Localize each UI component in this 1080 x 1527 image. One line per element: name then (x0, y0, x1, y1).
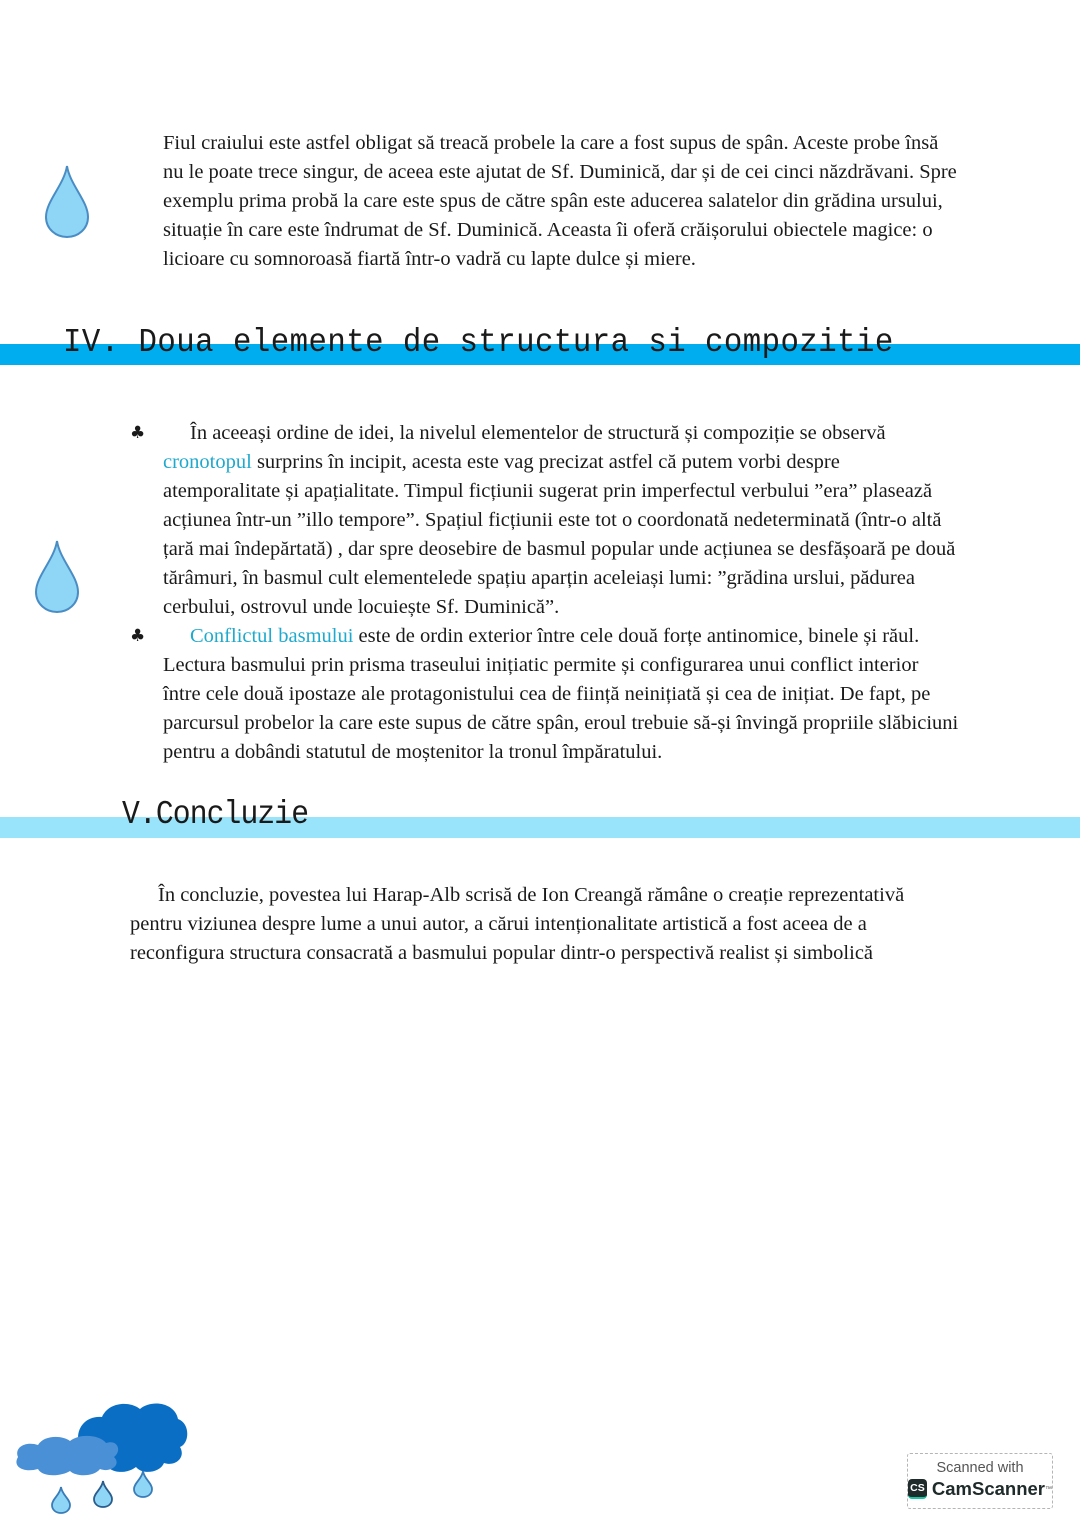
conclusion-paragraph (130, 881, 960, 968)
camscanner-brand: CamScanner (931, 1478, 1045, 1499)
club-bullet-icon: ♣ (130, 626, 146, 646)
highlight-term: cronotopul (163, 451, 252, 473)
bullet-cronotop (130, 419, 960, 622)
trademark-mark: ™ (1045, 1485, 1052, 1493)
club-bullet-icon: ♣ (130, 423, 146, 443)
highlight-term: Conflictul basmului (190, 625, 354, 647)
section-heading-v: V.Concluzie (122, 796, 309, 833)
water-drop-icon (44, 163, 90, 239)
structure-bullet-list (130, 419, 960, 767)
intro-paragraph: Fiul craiului este astfel obligat să treacă probele la care a fost supus de spân. Aceste probe însă nu le poate trece singur, de aceea este ajutat de Sf. Duminică, dar și de cei cinci năzdrăvani. Spre exemplu prima probă la care este spus de către spân este aducerea salatelor din grădina ursului, situație în care este îndrumat de Sf. Duminică. Aceasta îi oferă crăișorului obiectele magice: o licioare cu somnoroasă fiartă într-o vadră cu lapte dulce și miere. (163, 132, 957, 270)
water-drop-icon (34, 538, 80, 614)
camscanner-logo-icon: CS (908, 1479, 927, 1499)
watermark-caption: Scanned with (936, 1460, 1024, 1476)
section-heading-iv: IV. Doua elemente de structura si compozitie (63, 324, 894, 361)
bullet-text: este de ordin exterior între cele două forțe antinomice, binele și răul. Lectura basmului prin prisma traseului inițiatic permite și configurarea unui conflict interior între cele două ipostaze ale protagonistului cea de ființă neinițiată și cea de inițiat. De fapt, pe parcursul probelor la care este supus de către spân, eroul trebuie să-și învingă propriile slăbiciuni pentru a dobândi statutul de moștenitor la tronul împăratului. (163, 625, 959, 763)
rain-cloud-icon (10, 1395, 190, 1517)
bullet-conflict (130, 622, 960, 767)
bullet-text: surprins în incipit, acesta este vag precizat astfel că putem vorbi despre atemporalitate și apațialitate. Timpul ficțiunii sugerat prin imperfectul verbului ”era” plasează acțiunea într-un ”illo tempore”. Spațiul ficțiunii este tot o coordonată nedeterminată (într-o altă țară mai îndepărtată) , dar spre deosebire de basmul popular unde acțiunea se desfășoară pe două tărâmuri, în basmul cult elementelede spațiu aparțin aceleiași lumi: ”grădina urslui, pădurea cerbului, ostrovul unde locuiește Sf. Duminică”. (163, 451, 956, 618)
camscanner-watermark (907, 1453, 1053, 1509)
conclusion-text: În concluzie, povestea lui Harap-Alb scrisă de Ion Creangă rămâne o creație reprezentativă pentru viziunea despre lume a unui autor, a cărui intenționalitate artistică a fost aceea de a reconfigura structura consacrată a basmului popular dintr-o perspectivă realist și simbolică (130, 884, 905, 964)
bullet-lead-text: În aceeași ordine de idei, la nivelul elementelor de structură și compoziție se observă (190, 422, 886, 444)
